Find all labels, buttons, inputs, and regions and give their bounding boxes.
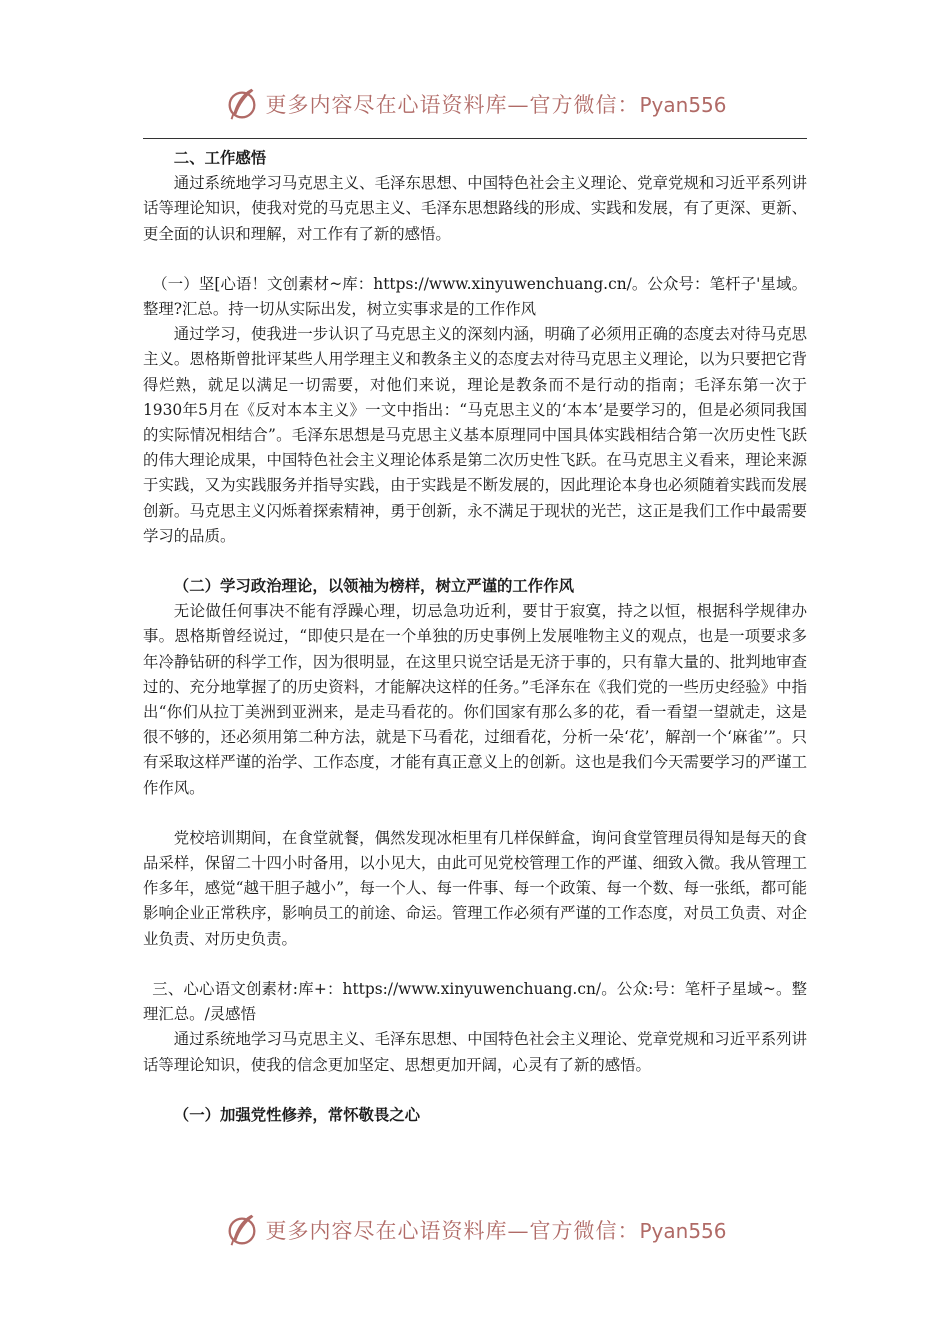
body-paragraph: 无论做任何事决不能有浮躁心理，切忌急功近利，要甘于寂寞，持之以恒，根据科学规律办事。恩格斯曾经说过，“即使只是在一个单独的历史事例上发展唯物主义的观点，也是一项要求多年冷静钻研的科学工作，因为很明显，在这里只说空话是无济于事的，只有靠大量的、批判地审查过的、充分地掌握了的历史资料，才能解决这样的任务。”毛泽东在《我们党的一些历史经验》中指出“你们从拉丁美洲到亚洲来，是走马看花的。你们国家有那么多的花，看一看望一望就走，这是很不够的，还必须用第二种方法，就是下马看花，过细看花，分析一朵‘花’，解剖一个‘麻雀’”。只有采取这样严谨的治学、工作态度，才能有真正意义上的创新。这也是我们今天需要学习的严谨工作作风。 xyxy=(143,602,807,797)
section-heading: 三、心心语文创素材:库+：https://www.xinyuwenchuang.cn/。公众:号：笔杆子星域~。整理汇总。/灵感悟 xyxy=(143,979,807,1024)
section-heading: （二）学习政治理论，以领袖为榜样，树立严谨的工作作风 xyxy=(173,577,574,596)
section-heading: （一）坚[心语！文创素材~库：https://www.xinyuwenchuang.cn/。公众号：笔杆子'星域。整理?汇总。持一切从实际出发，树立实事求是的工作作风 xyxy=(143,274,807,319)
header-banner xyxy=(0,82,950,126)
document-body xyxy=(143,146,807,1128)
section-heading: （一）加强党性修养，常怀敬畏之心 xyxy=(173,1105,421,1124)
paragraph-gap xyxy=(143,801,807,826)
body-paragraph: 通过学习，使我进一步认识了马克思主义的深刻内涵，明确了必须用正确的态度去对待马克思主义。恩格斯曾批评某些人用学理主义和教条主义的态度去对待马克思主义理论，以为只要把它背得烂熟，就足以满足一切需要，对他们来说，理论是教条而不是行动的指南；毛泽东第一次于1930年5月在《反对本本主义》一文中指出：“马克思主义的‘本本’是要学习的，但是必须同我国的实际情况相结合”。毛泽东思想是马克思主义基本原理同中国具体实践相结合第一次历史性飞跃的伟大理论成果，中国特色社会主义理论体系是第二次历史性飞跃。在马克思主义看来，理论来源于实践，又为实践服务并指导实践，由于实践是不断发展的，因此理论本身也必须随着实践而发展创新。马克思主义闪烁着探索精神，勇于创新，永不满足于现状的光芒，这正是我们工作中最需要学习的品质。 xyxy=(143,325,807,545)
quill-pen-logo-icon xyxy=(223,1211,261,1249)
paragraph-gap xyxy=(143,952,807,977)
body-paragraph: 通过系统地学习马克思主义、毛泽东思想、中国特色社会主义理论、党章党规和习近平系列讲话等理论知识，使我的信念更加坚定、思想更加开阔，心灵有了新的感悟。 xyxy=(143,1030,807,1074)
quill-pen-logo-icon xyxy=(223,85,261,123)
paragraph-gap xyxy=(143,1078,807,1103)
banner-text: 更多内容尽在心语资料库—官方微信：Pyan556 xyxy=(265,1219,727,1243)
paragraph-gap xyxy=(143,549,807,574)
section-heading: 二、工作感悟 xyxy=(173,149,267,167)
header-divider xyxy=(143,138,807,139)
paragraph-gap xyxy=(143,247,807,272)
body-paragraph: 通过系统地学习马克思主义、毛泽东思想、中国特色社会主义理论、党章党规和习近平系列讲话等理论知识，使我对党的马克思主义、毛泽东思想路线的形成、实践和发展，有了更深、更新、更全面的认识和理解，对工作有了新的感悟。 xyxy=(143,174,807,243)
body-paragraph: 党校培训期间，在食堂就餐，偶然发现冰柜里有几样保鲜盒，询问食堂管理员得知是每天的食品采样，保留二十四小时备用，以小见大，由此可见党校管理工作的严谨、细致入微。我从管理工作多年，感觉“越干胆子越小”，每一个人、每一件事、每一个政策、每一个数、每一张纸，都可能影响企业正常秩序，影响员工的前途、命运。管理工作必须有严谨的工作态度，对员工负责、对企业负责、对历史负责。 xyxy=(143,828,807,948)
banner-text: 更多内容尽在心语资料库—官方微信：Pyan556 xyxy=(265,93,727,117)
footer-banner xyxy=(0,1208,950,1252)
